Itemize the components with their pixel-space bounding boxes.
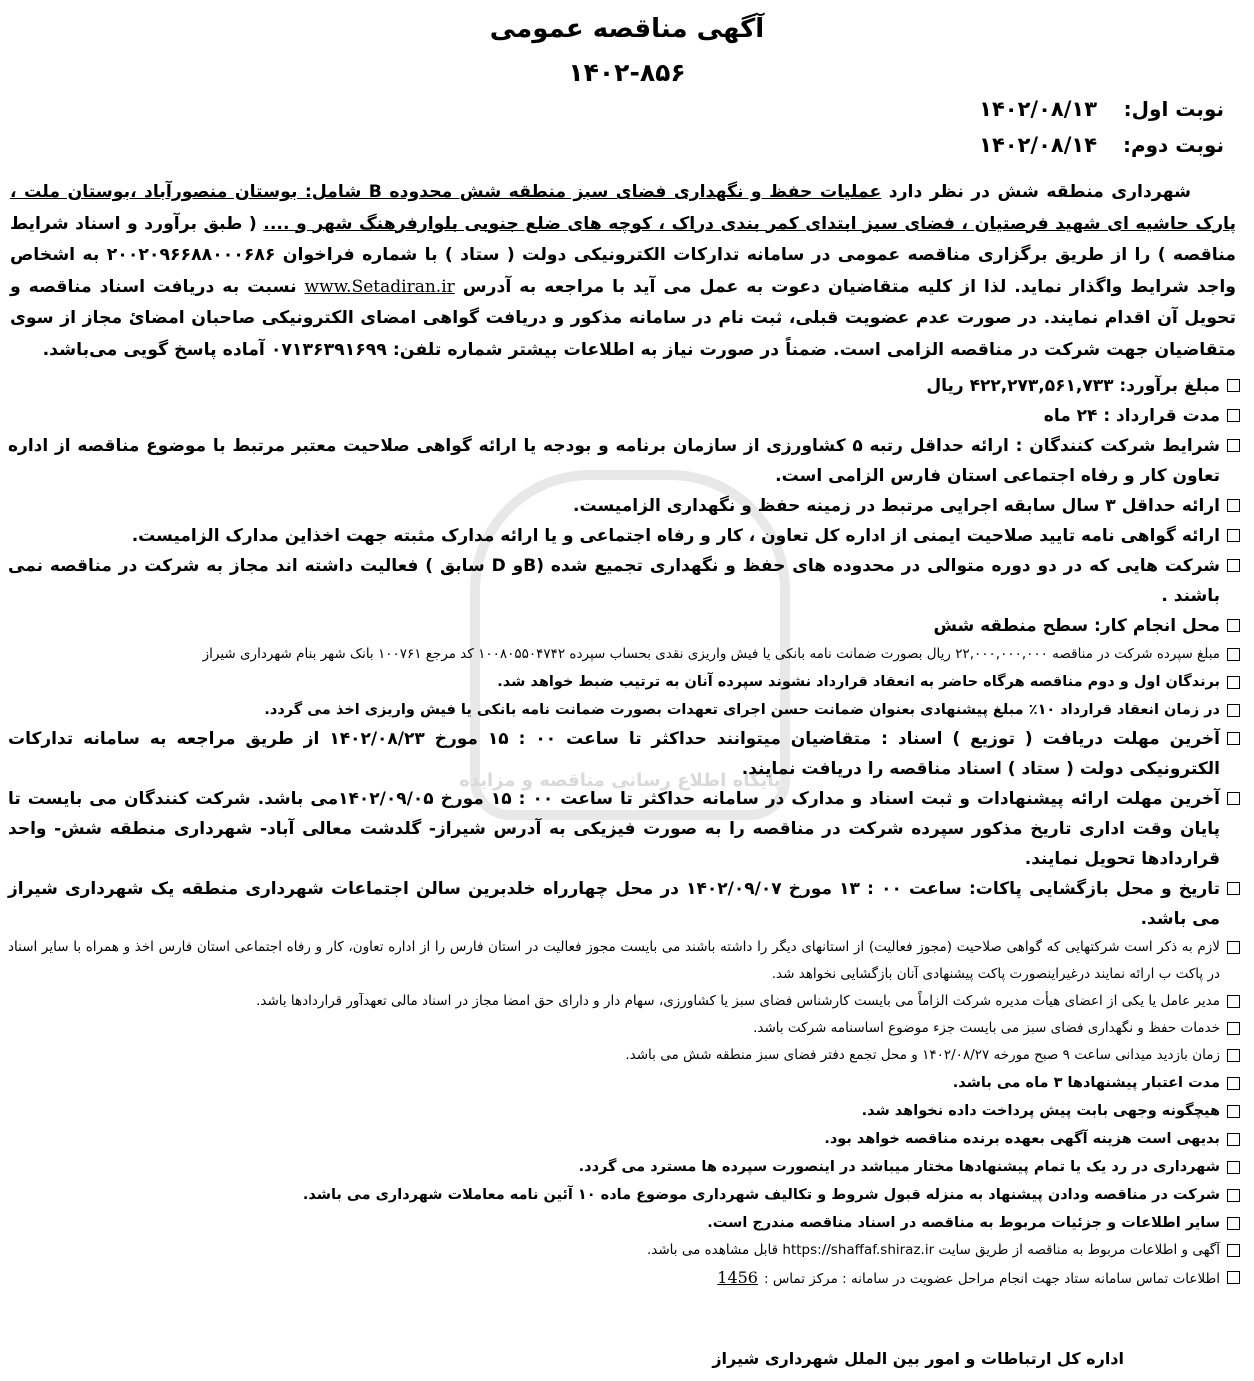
checkbox-bullet-icon: [1227, 439, 1240, 452]
checkbox-bullet-icon: [1227, 1049, 1240, 1062]
condition-text: هیچگونه وجهی بابت پیش پرداخت داده نخواهد شد.: [861, 1103, 1220, 1119]
intro-subject: عملیات حفظ و نگهداری فضای سبز منطقه شش محدوده B شامل: بوستان منصورآباد ،بوستان ملت ، پارک حاشیه ای شهید فرصتیان ، فضای سبز ابتدای کمر بندی دراک ، کوچه های ضلع جنوبی بلوارفرهنگ شهر و ....: [10, 182, 1237, 234]
setadiran-link[interactable]: www.Setadiran.ir: [304, 276, 455, 297]
watermark-text: پایگاه اطلاع رسانی مناقصه و مزایده: [459, 770, 781, 791]
intro-part-3: نسبت به دریافت اسناد مناقصه و تحویل آن اقدام نمایند. در صورت عدم عضویت قبلی، ثبت نام در سامانه مذکور و دریافت گواهی امضای الکترونیکی صاحبان امضائ مجاز از سوی متقاضیان جهت شرکت در مناقصه الزامی است. ضمناً در صورت نیاز به اطلاعات بیشتر شماره تلفن: ۰۷۱۳۶۳۹۱۶۹۹ آماده پاسخ گویی می‌باشد.: [10, 276, 1236, 360]
checkbox-bullet-icon: [1227, 1271, 1240, 1284]
condition-item: [8, 431, 1240, 491]
conditions-list: [8, 371, 1240, 1293]
condition-item: [8, 1125, 1240, 1153]
condition-text: خدمات حفظ و نگهداری فضای سبز می بایست جزء موضوع اساسنامه شرکت باشد.: [753, 1020, 1220, 1036]
checkbox-bullet-icon: [1227, 529, 1240, 542]
condition-item: [8, 668, 1240, 696]
contact-item: [8, 1264, 1240, 1293]
condition-item: [8, 401, 1240, 431]
condition-text: در زمان انعقاد قرارداد ۱۰٪ مبلغ پیشنهادی بعنوان ضمانت حسن اجرای تعهدات بصورت ضمانت نامه بانکی یا فیش واریزی اخذ می گردد.: [264, 702, 1220, 718]
condition-item: [8, 1181, 1240, 1209]
checkbox-bullet-icon: [1227, 1077, 1240, 1090]
condition-text: محل انجام کار: سطح منطقه شش: [933, 616, 1220, 636]
condition-item: [8, 521, 1240, 551]
checkbox-bullet-icon: [1227, 1161, 1240, 1174]
checkbox-bullet-icon: [1227, 882, 1240, 895]
contact-text-wrapper: [8, 1264, 1220, 1293]
footer-office: اداره کل ارتباطات و امور بین الملل شهرداری شیراز: [712, 1349, 1124, 1368]
condition-item: [8, 696, 1240, 724]
checkbox-bullet-icon: [1227, 409, 1240, 422]
condition-item: [8, 611, 1240, 641]
condition-text: مدت اعتبار پیشنهادها ۳ ماه می باشد.: [952, 1075, 1220, 1091]
condition-text: بدیهی است هزینه آگهی بعهده برنده مناقصه خواهد بود.: [824, 1131, 1220, 1147]
contact-text: اطلاعات تماس سامانه ستاد جهت انجام مراحل عضویت در سامانه : مرکز تماس :: [763, 1271, 1220, 1287]
intro-part-1: شهرداری منطقه شش در نظر دارد: [881, 182, 1191, 202]
checkbox-bullet-icon: [1227, 619, 1240, 632]
checkbox-bullet-icon: [1227, 732, 1240, 745]
condition-text: زمان بازدید میدانی ساعت ۹ صبح مورخه ۱۴۰۲/۰۸/۲۷ و محل تجمع دفتر فضای سبز منطقه شش می باشد.: [625, 1047, 1220, 1063]
checkbox-bullet-icon: [1227, 499, 1240, 512]
condition-item: [8, 1153, 1240, 1181]
condition-text: شرایط شرکت کنندگان : ارائه حداقل رتبه ۵ کشاورزی از سازمان برنامه و بودجه یا ارائه گواهی صلاحیت معتبر مرتبط با موضوع مناقصه از اداره تعاون کار و رفاه اجتماعی استان فارس الزامی است.: [8, 436, 1221, 486]
second-publication: [979, 133, 1224, 157]
condition-item: [8, 874, 1240, 934]
condition-text: شرکت در مناقصه ودادن پیشنهاد به منزله قبول شروط و تکالیف شهرداری موضوع ماده ۱۰ آئین نامه معاملات شهرداری می باشد.: [302, 1187, 1220, 1203]
first-publication: [979, 97, 1224, 121]
condition-item: [8, 724, 1240, 784]
condition-text: آگهی و اطلاعات مربوط به مناقصه از طریق سایت https://shaffaf.shiraz.ir قابل مشاهده می باشد.: [646, 1242, 1220, 1258]
intro-paragraph: [10, 177, 1236, 366]
condition-item: [8, 1097, 1240, 1125]
condition-text: مبلغ سپرده شرکت در مناقصه ۲۲,۰۰۰,۰۰۰,۰۰۰ ریال بصورت ضمانت نامه بانکی یا فیش واریزی نقدی بحساب سپرده ۱۰۰۸۰۵۵۰۴۷۴۲ کد مرجع ۱۰۰۷۶۱ بانک شهر بنام شهرداری شیراز: [202, 646, 1220, 662]
condition-text: آخرین مهلت دریافت ( توزیع ) اسناد : متقاضیان میتوانند حداکثر تا ساعت ۰۰ : ۱۵ مورخ ۱۴۰۲/۰۸/۲۳ از طریق مراجعه به سامانه تدارکات الکترونیکی دولت ( ستاد ) اسناد مناقصه را دریافت نمایند.: [8, 729, 1221, 779]
condition-text: لازم به ذکر است شرکتهایی که گواهی صلاحیت (مجوز فعالیت) از استانهای دیگر را داشته باشند می بایست مجوز فعالیت در استان فارس را از اداره تعاون، کار و رفاه اجتماعی استان فارس اخذ و همراه با سایر اسناد در پاکت ب ارائه نمایند درغیراینصورت پاکت پیشنهادی آنان بازگشایی نخواهد شد.: [8, 939, 1220, 982]
intro-part-2: ( طبق برآورد و اسناد شرایط مناقصه ) را از طریق برگزاری مناقصه عمومی در سامانه تدارکات الکترونیکی دولت ( ستاد ) با شماره فراخوان ۲۰۰۲۰۹۶۶۸۸۰۰۰۶۸۶ به اشخاص واجد شرایط واگذار نماید. لذا از کلیه متقاضیان دعوت به عمل می آید با مراجعه به آدرس: [10, 213, 1237, 297]
condition-item: [8, 551, 1240, 611]
first-publication-date: ۱۴۰۲/۰۸/۱۳: [979, 97, 1098, 121]
checkbox-bullet-icon: [1227, 559, 1240, 572]
condition-item: [8, 1209, 1240, 1237]
condition-item: [8, 491, 1240, 521]
condition-text: سایر اطلاعات و جزئیات مربوط به مناقصه در اسناد مناقصه مندرج است.: [707, 1215, 1220, 1231]
checkbox-bullet-icon: [1227, 704, 1240, 717]
checkbox-bullet-icon: [1227, 1022, 1240, 1035]
second-publication-date: ۱۴۰۲/۰۸/۱۴: [979, 133, 1098, 157]
first-publication-label: نوبت اول:: [1123, 97, 1224, 121]
checkbox-bullet-icon: [1227, 1189, 1240, 1202]
condition-text: مبلغ برآورد: ۴۲۲,۲۷۳,۵۶۱,۷۳۳ ریال: [926, 376, 1220, 396]
contact-number: 1456: [717, 1268, 758, 1287]
checkbox-bullet-icon: [1227, 648, 1240, 661]
checkbox-bullet-icon: [1227, 379, 1240, 392]
condition-item: [8, 641, 1240, 668]
checkbox-bullet-icon: [1227, 1105, 1240, 1118]
condition-item: [8, 784, 1240, 874]
condition-text: شهرداری در رد یک یا تمام پیشنهادها مختار میباشد در اینصورت سپرده ها مسترد می گردد.: [578, 1159, 1220, 1175]
condition-text: ارائه گواهی نامه تایید صلاحیت ایمنی از اداره کل تعاون ، کار و رفاه اجتماعی و یا ارائه مدارک مثبته جهت اخذاین مدارک الزامیست.: [131, 526, 1220, 546]
condition-item: [8, 1069, 1240, 1097]
condition-text: تاریخ و محل بازگشایی پاکات: ساعت ۰۰ : ۱۳ مورخ ۱۴۰۲/۰۹/۰۷ در محل چهارراه خلدبرین سالن اجتماعات شهرداری منطقه یک شهرداری شیراز می باشد.: [8, 879, 1220, 929]
condition-text: برندگان اول و دوم مناقصه هرگاه حاضر به انعقاد قرارداد نشوند سپرده آنان به ترتیب ضبط خواهد شد.: [497, 674, 1220, 690]
checkbox-bullet-icon: [1227, 1244, 1240, 1257]
condition-item: [8, 1015, 1240, 1042]
notice-title: آگهی مناقصه عمومی: [489, 14, 765, 44]
condition-text: شرکت هایی که در دو دوره متوالی در محدوده های حفظ و نگهداری تجمیع شده (Bو D سابق ) فعالیت داشته اند مجاز به شرکت در مناقصه نمی باشند .: [8, 556, 1220, 606]
second-publication-label: نوبت دوم:: [1122, 133, 1224, 157]
checkbox-bullet-icon: [1227, 1133, 1240, 1146]
checkbox-bullet-icon: [1227, 676, 1240, 689]
checkbox-bullet-icon: [1227, 1217, 1240, 1230]
condition-item: [8, 371, 1240, 401]
condition-text: مدت قرارداد : ۲۴ ماه: [1043, 406, 1220, 426]
checkbox-bullet-icon: [1227, 792, 1240, 805]
condition-text: آخرین مهلت ارائه پیشنهادات و ثبت اسناد و مدارک در سامانه حداکثر تا ساعت ۰۰ : ۱۵ مورخ ۱۴۰۲/۰۹/۰۵می باشد. شرکت کنندگان می بایست تا پایان وقت اداری تاریخ مذکور سپرده شرکت در مناقصه را به صورت فیزیکی به آدرس شیراز- گلدشت معالی آباد- شهرداری منطقه شش- واحد قراردادها تحویل نمایند.: [8, 789, 1220, 869]
condition-item: [8, 1237, 1240, 1264]
condition-item: [8, 1042, 1240, 1069]
notice-number: ۱۴۰۲-۸۵۶: [568, 58, 686, 87]
checkbox-bullet-icon: [1227, 995, 1240, 1008]
condition-text: ارائه حداقل ۳ سال سابقه اجرایی مرتبط در زمینه حفظ و نگهداری الزامیست.: [573, 496, 1220, 516]
condition-item: [8, 934, 1240, 988]
condition-text: مدیر عامل یا یکی از اعضای هیأت مدیره شرکت الزاماً می بایست کارشناس فضای سبز یا کشاورزی، سهام دار و دارای حق امضا مجاز در اسناد مالی تعهدآور قراردادها باشد.: [256, 993, 1220, 1009]
condition-item: [8, 988, 1240, 1015]
checkbox-bullet-icon: [1227, 941, 1240, 954]
